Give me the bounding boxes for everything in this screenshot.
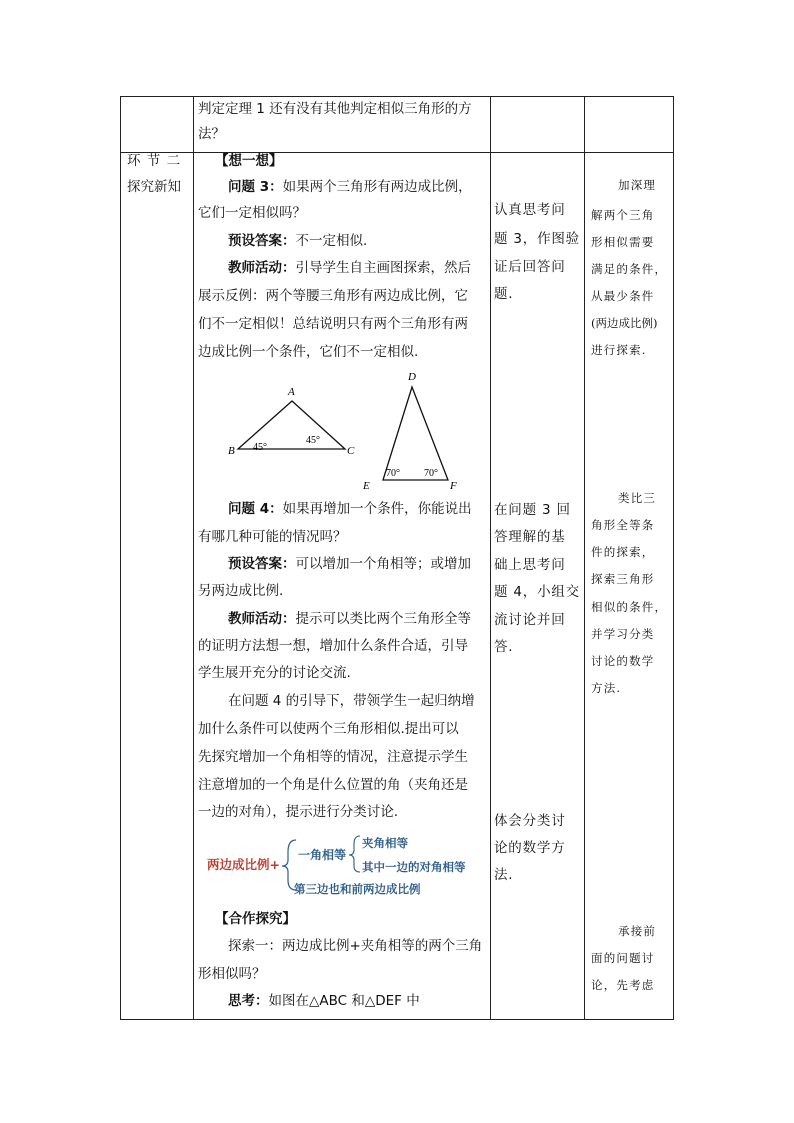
column-divider-1 [193,97,194,1019]
guide-line-3: 先探究增加一个角相等的情况，注意提示学生 [198,749,468,765]
guide-line-5: 一边的对角），提示进行分类讨论. [198,804,399,820]
vertex-f-label: F [450,480,457,492]
student-block3-line-1: 体会分类讨 [494,813,566,829]
guide-line-2: 加什么条件可以使两个三角形相似.提出可以 [198,721,459,737]
angle-f-label: 70° [424,468,438,479]
preset-answer-2-line-2: 另两边成比例. [198,583,284,599]
design-block3-line-3: 论，先考虑 [591,978,655,992]
teacher-activity-text: 引导学生自主画图探索，然后 [295,260,471,276]
think-label: 思考： [228,993,269,1009]
design-block1-line-6: (两边成比例) [591,316,658,330]
teacher-activity-2 [228,606,471,633]
triangle-figures [200,365,465,495]
design-block2-line-7: 讨论的数学 [591,654,655,668]
student-block1-line-4: 题. [494,286,514,302]
student-block2-line-3: 础上思考问 [494,557,566,573]
design-block2-line-2: 角形全等条 [591,518,655,532]
explore-line-1: 探索一：两边成比例+夹角相等的两个三角 [228,938,483,954]
design-block2-line-6: 并学习分类 [591,627,655,641]
teacher-activity-2-text: 提示可以类比两个三角形全等 [295,611,471,627]
preset-answer-text: 不一定相似. [295,233,368,249]
stage-label-1: 环 节 二 [127,153,182,169]
triangle-def-shape [383,387,448,480]
angle-e-label: 70° [386,468,400,479]
teacher-activity-label: 教师活动： [228,260,296,276]
heading-think: 【想一想】 [215,153,283,169]
question-3 [228,174,472,201]
question-4-label: 问题 4： [228,501,283,517]
design-block1-line-4: 满足的条件， [591,262,668,276]
angle-c-label: 45° [306,435,320,446]
preset-answer-2-label: 预设答案： [228,556,296,572]
teacher-activity-line-2: 展示反例：两个等腰三角形有两边成比例，它 [198,288,468,304]
student-block2-line-4: 题 4，小组交 [494,584,580,600]
design-block1-line-2: 解两个三角 [591,208,655,222]
diagram-branch-angle: 一角相等 [298,848,347,862]
student-block2-line-6: 答. [494,639,514,655]
think-text: 如图在△ABC 和△DEF 中 [268,993,420,1009]
vertex-a-label: A [288,386,295,398]
design-block2-line-5: 相似的条件， [591,600,668,614]
diagram-leaf-included-angle: 夹角相等 [362,836,408,850]
design-block1-line-1: 加深理 [618,178,657,192]
column-divider-2 [490,97,491,1019]
teacher-activity [228,255,471,282]
angle-b-label: 45° [253,442,267,453]
teacher-activity-2-line-3: 学生展开充分的讨论交流. [198,665,351,681]
design-block3-line-2: 面的问题讨 [591,951,655,965]
question-4-text: 如果再增加一个条件，你能说出 [282,501,472,517]
question-3-text: 如果两个三角形有两边成比例， [282,179,472,195]
diagram-root: 两边成比例+ [207,857,280,872]
student-block3-line-2: 论的数学方 [494,840,566,856]
design-block1-line-5: 从最少条件 [591,289,655,303]
design-block1-line-7: 进行探索. [591,343,647,357]
preset-answer-2 [228,551,471,578]
heading-cooperate: 【合作探究】 [215,911,296,927]
design-block2-line-3: 件的探索， [591,545,655,559]
design-block3-line-1: 承接前 [618,924,657,938]
student-block2-line-5: 流讨论并回 [494,612,566,628]
explore-line-2: 形相似吗？ [198,966,266,982]
preset-answer [228,228,367,255]
design-block2-line-4: 探索三角形 [591,572,655,586]
student-block1-line-1: 认真思考问 [494,202,566,218]
student-block1-line-2: 题 3，作图验 [494,231,580,247]
stage-label-2: 探究新知 [127,179,181,195]
design-block2-line-1: 类比三 [618,491,657,505]
question-4 [228,496,472,523]
student-block2-line-1: 在问题 3 回 [494,502,571,518]
diagram-leaf-opposite-angle: 其中一边的对角相等 [362,860,466,874]
preset-answer-label: 预设答案： [228,233,296,249]
teacher-activity-2-line-2: 的证明方法想一想，增加什么条件合适，引导 [198,638,468,654]
design-block2-line-8: 方法. [591,681,622,695]
question-4-line-2: 有哪几种可能的情况吗？ [198,529,347,545]
row-divider [121,152,673,153]
diagram-branch-third-side: 第三边也和前两边成比例 [294,882,421,896]
design-block1-line-3: 形相似需要 [591,235,655,249]
question-3-line-2: 它们一定相似吗？ [198,205,306,221]
diagram-brace-sub [349,836,360,872]
row1-line-1: 判定定理 1 还有没有其他判定相似三角形的方 [198,101,472,117]
triangle-abc [228,386,355,457]
preset-answer-2-text: 可以增加一个角相等；或增加 [295,556,471,572]
think-prompt [228,988,420,1015]
student-block2-line-2: 答理解的基 [494,529,566,545]
column-divider-3 [584,97,585,1019]
student-block3-line-3: 法. [494,867,514,883]
guide-line-4: 注意增加的一个角是什么位置的角（夹角还是 [198,777,468,793]
student-block1-line-3: 证后回答问 [494,259,566,275]
teacher-activity-line-4: 边成比例一个条件，它们不一定相似. [198,344,419,360]
classification-diagram [200,830,490,902]
guide-line-1: 在问题 4 的引导下，带领学生一起归纳增 [228,693,475,709]
triangle-def [362,371,457,492]
vertex-c-label: C [347,445,355,457]
teacher-activity-2-label: 教师活动： [228,611,296,627]
question-3-label: 问题 3： [228,179,283,195]
teacher-activity-line-3: 们不一定相似！总结说明只有两个三角形有两 [198,316,468,332]
row1-line-2: 法？ [198,126,225,142]
vertex-b-label: B [228,445,235,457]
vertex-d-label: D [408,371,416,383]
vertex-e-label: E [363,480,370,492]
